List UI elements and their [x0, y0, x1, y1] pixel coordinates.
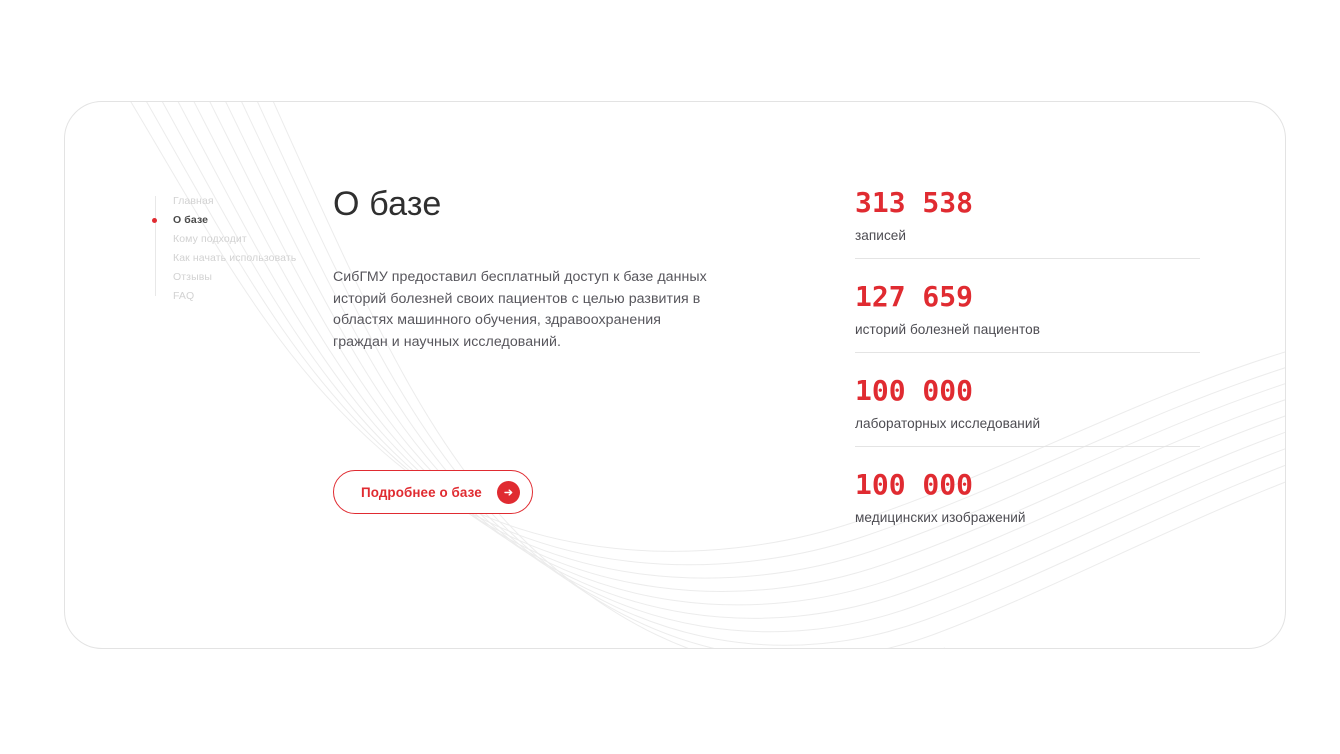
stat-value: 313 538: [855, 186, 974, 219]
nav-item-label: Кому подходит: [173, 233, 247, 245]
stat-item: [855, 280, 1200, 353]
stat-item: [855, 186, 1200, 259]
nav-item-o-baze[interactable]: [155, 211, 330, 230]
nav-item-label: Отзывы: [173, 271, 213, 283]
nav-item-glavnaya[interactable]: [155, 192, 330, 211]
stat-value: 100 000: [855, 374, 974, 407]
nav-item-label: О базе: [173, 214, 209, 226]
description-text: СибГМУ предоставил бесплатный доступ к базе данных историй болезней своих пациентов с целью развития в областях машинного обучения, здравоохранения граждан и научных исследований.: [333, 269, 707, 350]
stat-value: 100 000: [855, 468, 974, 501]
nav-active-dot-icon: [152, 218, 157, 223]
learn-more-button[interactable]: [333, 470, 533, 514]
main-content: [333, 184, 753, 500]
stat-label: историй болезней пациентов: [855, 322, 1040, 337]
arrow-right-icon: [497, 481, 520, 504]
stats-list: [855, 186, 1200, 540]
side-navigation: [155, 192, 330, 306]
content-card: [64, 101, 1286, 649]
nav-item-label: Главная: [173, 195, 214, 207]
nav-item-faq[interactable]: [155, 287, 330, 306]
nav-item-kak-nachat-ispolzovat[interactable]: [155, 249, 330, 268]
stat-value: 127 659: [855, 280, 974, 313]
stat-item: [855, 374, 1200, 447]
nav-item-label: Как начать использовать: [173, 252, 297, 264]
stat-label: записей: [855, 228, 907, 243]
nav-item-label: FAQ: [173, 290, 195, 302]
page-title: О базе: [333, 185, 442, 223]
nav-item-komu-podhodit[interactable]: [155, 230, 330, 249]
learn-more-button-label: Подробнее о базе: [361, 484, 482, 500]
nav-item-otzyvy[interactable]: [155, 268, 330, 287]
stat-label: медицинских изображений: [855, 510, 1026, 525]
stat-item: [855, 468, 1200, 540]
stat-label: лабораторных исследований: [855, 416, 1041, 431]
